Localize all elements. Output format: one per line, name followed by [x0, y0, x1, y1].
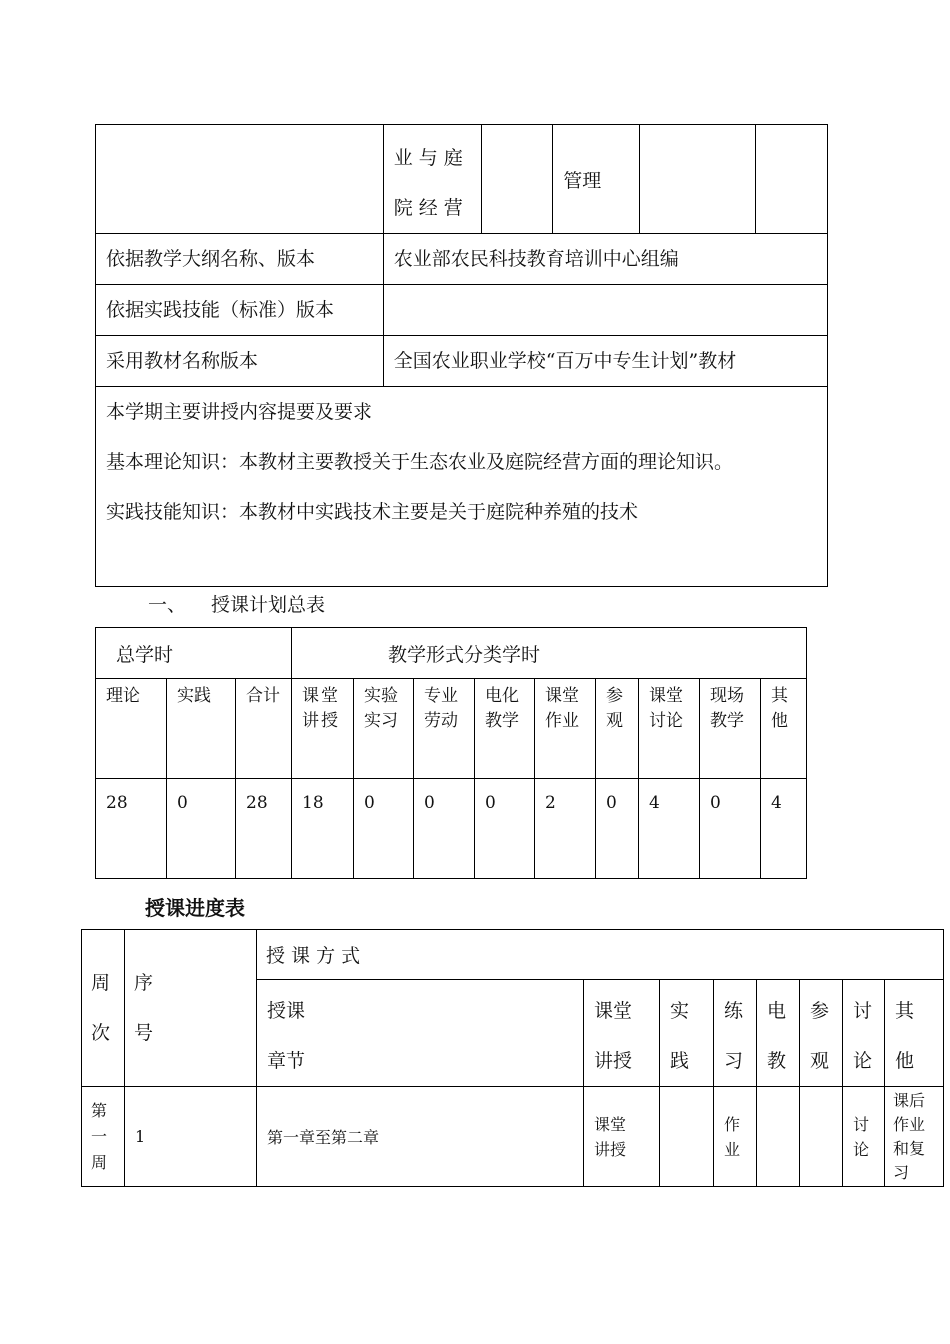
syllabus-label: 依据教学大纲名称、版本 — [96, 234, 384, 285]
other-cell — [885, 1087, 944, 1187]
progress-title: 授课进度表 — [145, 896, 245, 920]
mode-col-line: 参 — [810, 1000, 830, 1022]
exercise-cell-text: 作业 — [724, 1114, 741, 1159]
blank-cell — [96, 125, 384, 234]
mode-col-visit — [800, 980, 843, 1087]
mode-col-line: 练 — [724, 1000, 744, 1022]
seq-header-text: 序号 — [134, 972, 154, 1044]
mode-col-practice — [660, 980, 714, 1087]
mode-col-line: 他 — [895, 1050, 915, 1072]
blank-cell — [482, 125, 553, 234]
blank-cell — [640, 125, 755, 234]
exercise-cell — [714, 1087, 757, 1187]
value-cell: 18 — [292, 779, 354, 879]
practice-standard-label: 依据实践技能（标准）版本 — [96, 285, 384, 336]
discussion-cell — [843, 1087, 885, 1187]
mode-col-line: 电 — [767, 1000, 787, 1022]
value-cell: 0 — [354, 779, 414, 879]
col-header: 其他 — [761, 679, 807, 779]
content-title: 本学期主要讲授内容提要及要求 — [106, 401, 373, 423]
column-header-row — [96, 679, 807, 779]
col-header: 现场教学 — [700, 679, 761, 779]
mode-col-line: 课堂 — [594, 1000, 633, 1022]
value-cell: 4 — [761, 779, 807, 879]
value-cell: 0 — [414, 779, 475, 879]
col-header: 理论 — [96, 679, 167, 779]
lecture-cell-text: 课堂讲授 — [594, 1114, 627, 1159]
syllabus-value: 农业部农民科技教育培训中心组编 — [383, 234, 827, 285]
mode-col-line: 观 — [810, 1050, 830, 1072]
mode-col-media — [757, 980, 800, 1087]
week-cell-text: 第一周 — [91, 1100, 108, 1172]
col-header: 实验实习 — [354, 679, 414, 779]
col-header: 课堂讲授 — [292, 679, 354, 779]
mode-col-line: 讨 — [853, 1000, 873, 1022]
values-row — [96, 779, 807, 879]
total-hours-header: 总学时 — [96, 628, 292, 679]
discussion-cell-text: 讨论 — [853, 1114, 870, 1159]
value-cell: 0 — [475, 779, 535, 879]
col-header: 参观 — [596, 679, 639, 779]
textbook-value: 全国农业职业学校“百万中专生计划”教材 — [383, 336, 827, 387]
visit-cell — [800, 1087, 843, 1187]
blank-cell — [755, 125, 827, 234]
value-cell: 4 — [639, 779, 700, 879]
textbook-label: 采用教材名称版本 — [96, 336, 384, 387]
course-info-table — [95, 124, 828, 587]
plan-summary-table — [95, 627, 807, 879]
value-cell: 0 — [596, 779, 639, 879]
mode-col-line: 讲授 — [594, 1050, 633, 1072]
col-header: 合计 — [236, 679, 292, 779]
mode-col-line: 习 — [724, 1050, 744, 1072]
mode-col-other — [885, 980, 944, 1087]
value-cell: 0 — [700, 779, 761, 879]
value-cell: 28 — [236, 779, 292, 879]
chapter-cell: 第一章至第二章 — [257, 1087, 584, 1187]
col-header: 课堂讨论 — [639, 679, 700, 779]
mode-col-line: 教 — [767, 1050, 787, 1072]
content-summary — [96, 387, 828, 587]
col-header: 课堂作业 — [535, 679, 596, 779]
section-number: 一、 — [148, 594, 187, 616]
mode-col-line: 论 — [853, 1050, 873, 1072]
value-cell: 0 — [167, 779, 236, 879]
seq-cell: 1 — [125, 1087, 257, 1187]
mode-col-line: 践 — [670, 1050, 690, 1072]
practice-standard-value — [383, 285, 827, 336]
chapter-header-line1: 授课 — [267, 1000, 306, 1022]
seq-header — [125, 930, 257, 1087]
progress-table — [81, 929, 944, 1187]
col-header: 实践 — [167, 679, 236, 779]
theory-text: 基本理论知识：本教材主要教授关于生态农业及庭院经营方面的理论知识。 — [106, 451, 734, 473]
course-name-fragment: 业与庭院经营 — [383, 125, 481, 234]
practice-cell — [660, 1087, 714, 1187]
lecture-cell — [584, 1087, 660, 1187]
col-header: 专业劳动 — [414, 679, 475, 779]
mode-col-line: 其 — [895, 1000, 915, 1022]
mode-col-line: 实 — [670, 1000, 690, 1022]
practice-text: 实践技能知识：本教材中实践技术主要是关于庭院种养殖的技术 — [106, 501, 639, 523]
chapter-header — [257, 980, 584, 1087]
mode-col-lecture — [584, 980, 660, 1087]
form-hours-header: 教学形式分类学时 — [292, 628, 807, 679]
col-header: 电化教学 — [475, 679, 535, 779]
media-cell — [757, 1087, 800, 1187]
manager-label: 管理 — [553, 125, 640, 234]
section-heading: 授课计划总表 — [211, 594, 326, 616]
value-cell: 2 — [535, 779, 596, 879]
mode-col-exercise — [714, 980, 757, 1087]
mode-header: 授 课 方 式 — [257, 930, 944, 980]
other-cell-text: 课后作业和复习 — [893, 1090, 926, 1182]
progress-row — [82, 1087, 944, 1187]
chapter-header-line2: 章节 — [267, 1050, 306, 1072]
value-cell: 28 — [96, 779, 167, 879]
mode-col-discussion — [843, 980, 885, 1087]
week-cell — [82, 1087, 125, 1187]
week-header — [82, 930, 125, 1087]
week-header-text: 周次 — [91, 972, 111, 1044]
